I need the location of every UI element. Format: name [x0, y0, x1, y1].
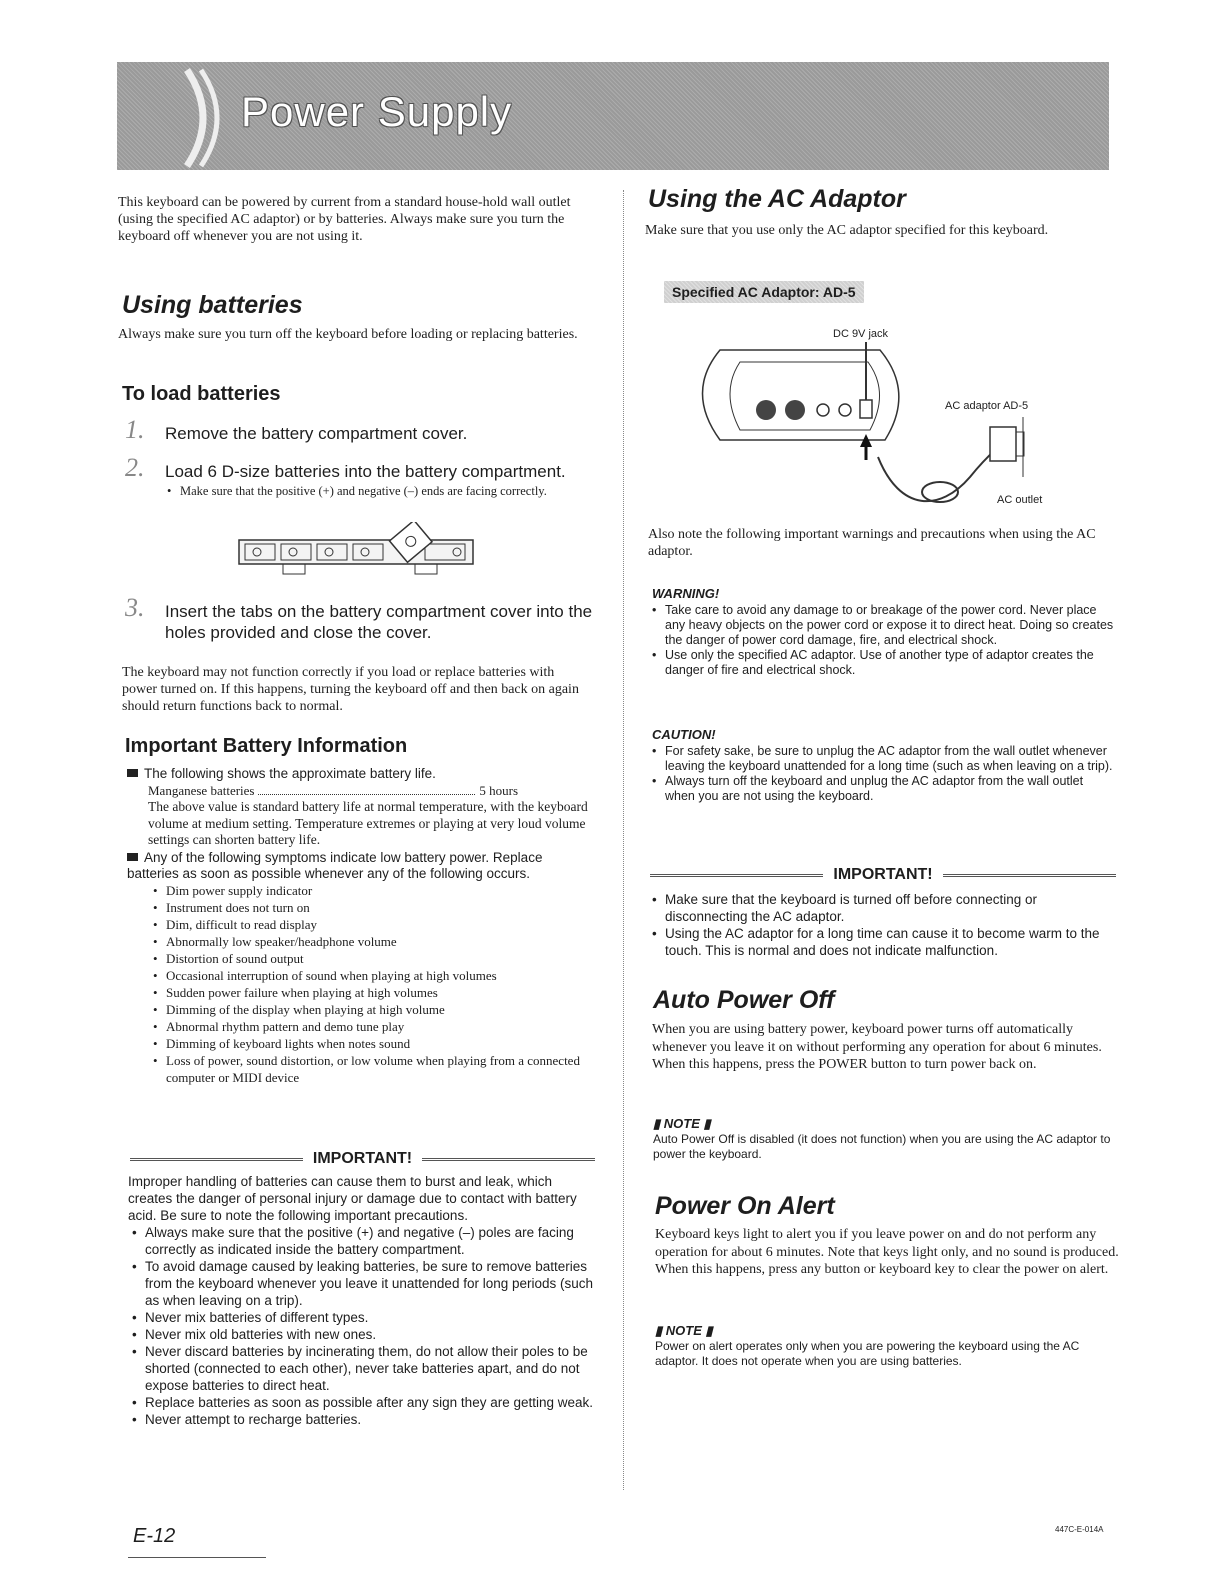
battery-info-block — [127, 766, 595, 1086]
double-rule — [943, 874, 1116, 877]
symptom-item: • Instrument does not turn on — [151, 899, 595, 916]
alert-note-label-text: NOTE — [665, 1323, 702, 1338]
heading-using-batteries: Using batteries — [122, 291, 303, 319]
title-banner — [117, 62, 1109, 170]
battery-important-item: • Never mix batteries of different types. — [130, 1309, 596, 1326]
step-3-number: 3. — [125, 593, 145, 622]
battery-important-item: • To avoid damage caused by leaking batteries, be sure to remove batteries from the keyboard whenever you leave it unattended for long periods (such as when leaving on a trip). — [130, 1258, 596, 1309]
heading-auto-power-off: Auto Power Off — [653, 986, 835, 1014]
ac-adaptor-diagram — [700, 322, 1070, 512]
ac-important-list — [650, 891, 1116, 959]
step-2-note: • Make sure that the positive (+) and negative (–) ends are facing correctly. — [165, 484, 585, 499]
ac-adaptor-text: Make sure that you use only the AC adaptor specified for this keyboard. — [645, 223, 1049, 238]
battery-important-heading — [130, 1150, 595, 1168]
battery-important-box — [130, 1150, 595, 1168]
symptom-item: • Sudden power failure when playing at high volumes — [151, 984, 595, 1001]
battery-info-item-2 — [127, 850, 595, 882]
auto-off-note: Auto Power Off is disabled (it does not function) when you are using the AC adaptor to power the keyboard. — [653, 1132, 1111, 1161]
battery-life-note: The above value is standard battery life at normal temperature, with the keyboard volume at medium setting. Temperature extremes or playing at very loud volume settings can shorten battery life. — [148, 799, 588, 847]
auto-off-note-label: ▮ NOTE ▮ — [653, 1116, 711, 1131]
battery-important-item: • Replace batteries as soon as possible after any sign they are getting weak. — [130, 1394, 596, 1411]
ac-adaptor-label: AC adaptor AD-5 — [945, 400, 1029, 412]
ac-outlet-label: AC outlet — [997, 494, 1043, 506]
document-code: 447C-E-014A — [1055, 1525, 1104, 1534]
heading-ac-adaptor: Using the AC Adaptor — [648, 185, 906, 213]
symptom-item: • Dim, difficult to read display — [151, 916, 595, 933]
battery-info-item-1 — [127, 766, 595, 782]
step-2-notes — [165, 484, 585, 499]
ac-important-heading — [650, 866, 1116, 884]
ac-important-box — [650, 866, 1116, 884]
step-2-number: 2. — [125, 453, 145, 482]
battery-life-value: 5 hours — [479, 783, 518, 798]
step-2 — [125, 453, 595, 499]
speaker-bracket-icon — [179, 66, 239, 170]
warning-item: • Use only the specified AC adaptor. Use of another type of adaptor creates the danger of fire and electrical shock. — [650, 648, 1116, 678]
symptom-item: • Dimming of keyboard lights when notes sound — [151, 1035, 595, 1052]
ac-important-item: • Make sure that the keyboard is turned off before connecting or disconnecting the AC adaptor. — [650, 891, 1116, 925]
battery-info-item-1-text: The following shows the approximate battery life. — [144, 766, 436, 781]
symptom-item: • Abnormal rhythm pattern and demo tune play — [151, 1018, 595, 1035]
symptom-list — [151, 882, 595, 1086]
symptom-item: • Dimming of the display when playing at high volume — [151, 1001, 595, 1018]
ac-important-item: • Using the AC adaptor for a long time can cause it to become warm to the touch. This is normal and does not indicate malfunction. — [650, 925, 1116, 959]
heading-to-load-batteries: To load batteries — [122, 383, 281, 405]
battery-info-item-2-text: Any of the following symptoms indicate low battery power. Replace batteries as soon as possible whenever any of the following occurs. — [127, 849, 543, 881]
battery-important-item: • Never mix old batteries with new ones. — [130, 1326, 596, 1343]
ac-important-title: IMPORTANT! — [833, 866, 933, 883]
battery-life-label: Manganese batteries — [148, 783, 255, 798]
using-batteries-text: Always make sure you turn off the keyboard before loading or replacing batteries. — [118, 327, 578, 342]
alert-note: Power on alert operates only when you are powering the keyboard using the AC adaptor. It does not operate when you are using batteries. — [655, 1339, 1080, 1368]
warning-heading: WARNING! — [652, 586, 720, 601]
alert-note-label: ▮ NOTE ▮ — [655, 1323, 713, 1338]
intro-text: This keyboard can be powered by current from a standard house-hold wall outlet (using the specified AC adaptor) or by batteries. Always make sure you turn the keyboard off whenever you are not using it. — [118, 195, 571, 244]
battery-important-intro: Improper handling of batteries can cause them to burst and leak, which creates the danger of personal injury or damage due to contact with battery acid. Be sure to note the following important precautions. — [128, 1174, 577, 1223]
square-bullet-icon — [127, 853, 138, 861]
dc-jack-label: DC 9V jack — [833, 328, 889, 340]
auto-power-off-text: When you are using battery power, keyboard power turns off automatically whenever you leave it on without performing any operation for about 6 minutes. When this happens, press the POWER button to turn power back on. — [652, 1022, 1102, 1072]
power-on-alert-text: Keyboard keys light to alert you if you leave power on and do not perform any operation for about 6 minutes. Note that keys light only, and no sound is produced. When this happens, press any button or keyboard key to clear the power on alert. — [655, 1227, 1119, 1277]
caution-heading: CAUTION! — [652, 727, 716, 742]
symptom-item: • Dim power supply indicator — [151, 882, 595, 899]
step-3-text: Insert the tabs on the battery compartment cover into the holes provided and close the cover. — [165, 602, 593, 642]
symptom-item: • Abnormally low speaker/headphone volume — [151, 933, 595, 950]
page-number: E-12 — [133, 1525, 176, 1547]
warning-list — [650, 603, 1116, 678]
dot-leader — [258, 783, 475, 795]
load-batteries-after: The keyboard may not function correctly if you load or replace batteries with power turned on. If this happens, turning the keyboard off and then back on again should return functions back to normal. — [122, 665, 579, 714]
battery-important-title: IMPORTANT! — [312, 1150, 413, 1167]
battery-important-item: • Never discard batteries by incinerating them, do not allow their poles to be shorted (connected to each other), never take batteries apart, and do not expose batteries to direct heat. — [130, 1343, 596, 1394]
step-3 — [125, 593, 595, 643]
step-1-text: Remove the battery compartment cover. — [165, 424, 468, 443]
battery-compartment-illustration — [235, 522, 480, 582]
step-1-number: 1. — [125, 415, 145, 444]
symptom-item: • Loss of power, sound distortion, or low volume when playing from a connected computer or MIDI device — [151, 1052, 595, 1086]
battery-life-row — [127, 783, 518, 799]
heading-battery-info: Important Battery Information — [125, 735, 408, 757]
square-bullet-icon — [127, 769, 138, 777]
warning-item: • Take care to avoid any damage to or breakage of the power cord. Never place any heavy objects on the power cord or expose it to direct heat. Doing so creates the danger of power cord damage, fire, and electrical shock. — [650, 603, 1116, 648]
heading-power-on-alert: Power On Alert — [655, 1192, 835, 1220]
double-rule — [650, 874, 823, 877]
double-rule — [130, 1158, 303, 1161]
step-1 — [125, 415, 595, 444]
column-divider — [623, 190, 624, 1490]
symptom-item: • Occasional interruption of sound when playing at high volumes — [151, 967, 595, 984]
footer-rule — [128, 1557, 266, 1558]
battery-important-list — [130, 1224, 596, 1428]
ac-also-text: Also note the following important warnings and precautions when using the AC adaptor. — [648, 527, 1096, 559]
specified-adaptor-box: Specified AC Adaptor: AD-5 — [664, 281, 864, 303]
page-title: Power Supply — [241, 88, 513, 135]
caution-item: • Always turn off the keyboard and unplug the AC adaptor from the wall outlet when you are not using the keyboard. — [650, 774, 1116, 804]
caution-item: • For safety sake, be sure to unplug the AC adaptor from the wall outlet whenever leaving the keyboard unattended for a long time (such as when leaving on a trip). — [650, 744, 1116, 774]
auto-off-note-label-text: NOTE — [663, 1116, 700, 1131]
step-2-text: Load 6 D-size batteries into the battery compartment. — [165, 462, 566, 481]
symptom-item: • Distortion of sound output — [151, 950, 595, 967]
battery-important-item: • Always make sure that the positive (+) and negative (–) poles are facing correctly as indicated inside the battery compartment. — [130, 1224, 596, 1258]
battery-important-body — [128, 1173, 596, 1428]
battery-important-item: • Never attempt to recharge batteries. — [130, 1411, 596, 1428]
caution-list — [650, 744, 1116, 804]
double-rule — [422, 1158, 595, 1161]
